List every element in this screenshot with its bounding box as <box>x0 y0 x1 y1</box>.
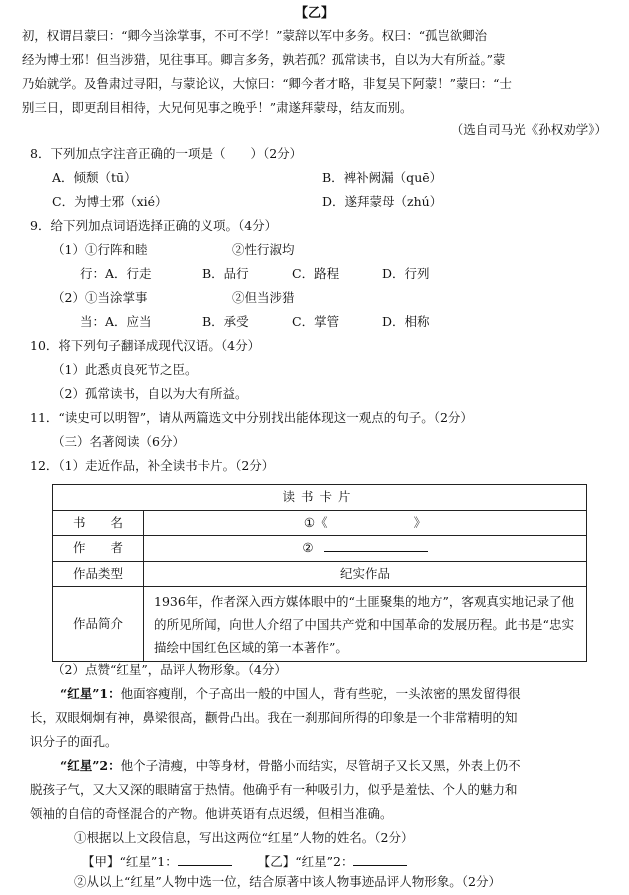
card-book-label: 书 名 <box>53 510 144 536</box>
part3-heading: （三）名著阅读（6分） <box>52 434 185 449</box>
section-title: 【乙】 <box>294 6 334 21</box>
q8-option-a: A．倾颓（tū） <box>52 170 137 185</box>
star1-paragraph-line: 长，双眼炯炯有神，鼻梁很高，颧骨凸出。我在一刹那间所得的印象是一个非常精明的知 <box>30 710 518 725</box>
q9-part1-option: 行：A．行走 <box>80 266 152 281</box>
q9-stem: 9．给下列加点词语选择正确的义项。（4分） <box>30 218 278 233</box>
q12-sub2: （2）点赞“红星”，品评人物形象。（4分） <box>52 662 287 677</box>
star1-paragraph-line: 识分子的面孔。 <box>30 734 118 749</box>
q9-part1-option: B．品行 <box>202 266 249 281</box>
q8-option-b: B．裨补阙漏（quē） <box>322 170 443 185</box>
star1-label: “红星”1： <box>60 686 121 701</box>
q9-part2-option: C．掌管 <box>292 314 340 329</box>
card-intro-label: 作品简介 <box>53 587 144 662</box>
passage-line: 别三日，即更刮目相待，大兄何见事之晚乎！”肃遂拜蒙母，结友而别。 <box>22 100 413 115</box>
fill-b-label: 【乙】“红星”2： <box>257 854 354 869</box>
star2-paragraph-line: 领袖的自信的奇怪混合的产物。他讲英语有点迟缓，但相当准确。 <box>30 806 393 821</box>
card-book-open: ①《 <box>303 514 328 530</box>
q8-stem: 8．下列加点字注音正确的一项是（ ）（2分） <box>30 146 303 161</box>
star2-label: “红星”2： <box>60 758 121 773</box>
fill-a-blank[interactable] <box>178 851 232 866</box>
card-author-marker: ② <box>302 540 314 555</box>
card-book-value <box>144 510 587 536</box>
card-author-label: 作 者 <box>53 536 144 562</box>
q8-option-d: D．遂拜蒙母（zhú） <box>322 194 443 209</box>
star2-paragraph-line <box>60 754 521 779</box>
passage-line: 初，权谓吕蒙曰：“卿今当涂掌事，不可不学！”蒙辞以军中多务。权曰：“孤岂欲卿治 <box>22 28 488 43</box>
star1-text: 他面容瘦削，个子高出一般的中国人，背有些驼，一头浓密的黑发留得很 <box>120 686 521 701</box>
passage-line: 乃始就学。及鲁肃过寻阳，与蒙论议，大惊曰：“卿今者才略，非复吴下阿蒙！”蒙曰：“士 <box>22 76 512 91</box>
passage-line: 经为博士邪！但当涉猎，见往事耳。卿言多务，孰若孤？孤常读书，自以为大有所益。”蒙 <box>22 52 506 67</box>
q9-part2-b: ②但当涉猎 <box>232 290 295 305</box>
q9-part1-a: （1）①行阵和睦 <box>52 242 148 257</box>
q9-part1-option: C．路程 <box>292 266 340 281</box>
q10-sentence-2: （2）孤常读书，自以为大有所益。 <box>52 386 248 401</box>
q8-option-c: C．为博士邪（xié） <box>52 194 168 209</box>
q9-part1-option: D．行列 <box>382 266 430 281</box>
q10-stem: 10．将下列句子翻译成现代汉语。（4分） <box>30 338 261 353</box>
q9-part2-option: D．相称 <box>382 314 430 329</box>
card-type-label: 作品类型 <box>53 561 144 587</box>
card-author-blank[interactable] <box>324 537 428 552</box>
card-book-close: 》 <box>413 514 427 530</box>
q9-part1-b: ②性行淑均 <box>232 242 295 257</box>
star2-text: 他个子清瘦，中等身材，骨骼小而结实，尽管胡子又长又黑，外表上仍不 <box>120 758 521 773</box>
star1-paragraph-line <box>60 682 521 707</box>
q9-part2-option: 当：A．应当 <box>80 314 152 329</box>
q10-sentence-1: （1）此悉贞良死节之臣。 <box>52 362 198 377</box>
reading-card <box>52 484 587 662</box>
fill-a-label: 【甲】“红星”1： <box>82 854 178 869</box>
q9-part2-a: （2）①当涂掌事 <box>52 290 148 305</box>
q12-stem: 12．（1）走近作品，补全读书卡片。（2分） <box>30 458 275 473</box>
q12-task1: ①根据以上文段信息，写出这两位“红星”人物的姓名。（2分） <box>74 830 414 845</box>
card-intro-value: 1936年，作者深入西方媒体眼中的“土匪聚集的地方”，客观真实地记录了他的所见所闻，向世人介绍了中国共产党和中国革命的发展历程。此书是“忠实描绘中国红色区域的第一本著作”。 <box>144 587 587 662</box>
fill-b-blank[interactable] <box>353 851 407 866</box>
q11-stem: 11．“读史可以明智”，请从两篇选文中分别找出能体现这一观点的句子。（2分） <box>30 410 473 425</box>
q12-task2: ②从以上“红星”人物中选一位，结合原著中该人物事迹品评人物形象。（2分） <box>74 874 501 889</box>
card-author-value <box>144 536 587 562</box>
q9-part2-option: B．承受 <box>202 314 249 329</box>
card-header: 读书卡片 <box>53 485 587 511</box>
card-type-value: 纪实作品 <box>144 561 587 587</box>
passage-source: （选自司马光《孙权劝学》） <box>450 122 607 137</box>
star2-paragraph-line: 脱孩子气，又大又深的眼睛富于热情。他确乎有一种吸引力，似乎是羞怯、个人的魅力和 <box>30 782 518 797</box>
